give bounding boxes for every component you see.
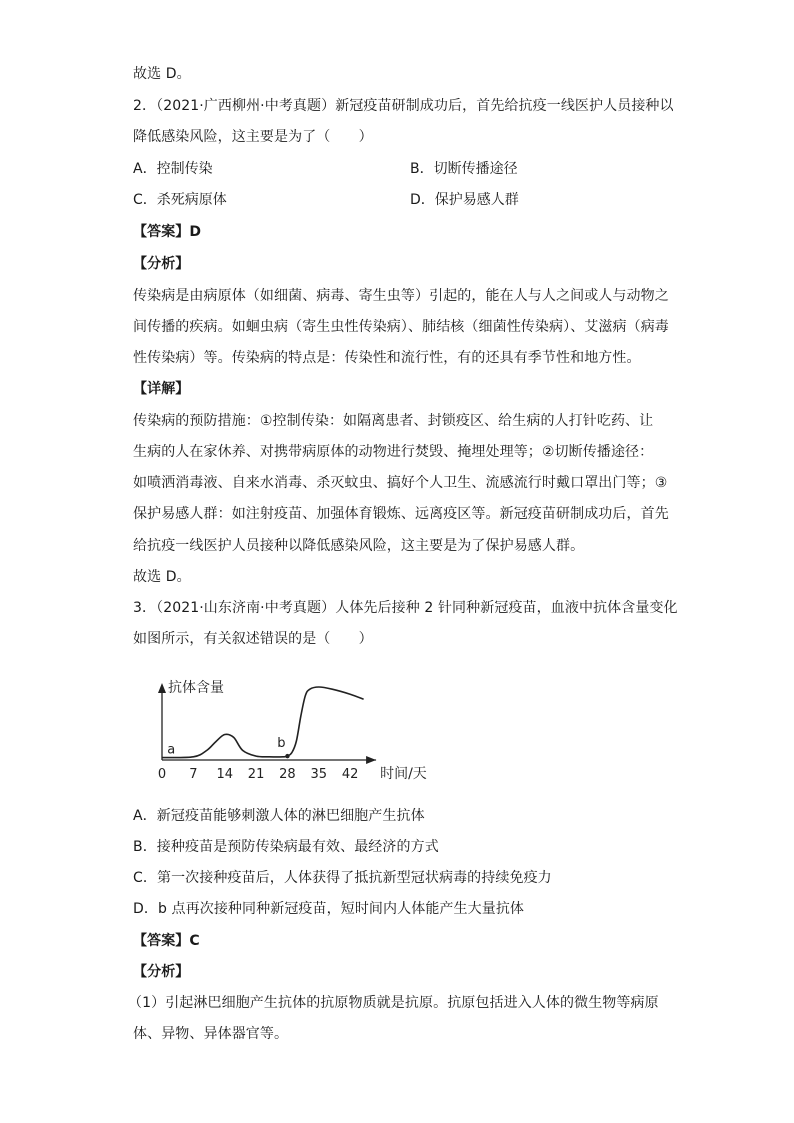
q2-analysis-line: 性传染病）等。传染病的特点是：传染性和流行性，有的还具有季节性和地方性。: [133, 350, 641, 366]
q2-analysis-tag: 【分析】: [133, 256, 190, 272]
q2-detail-line: 给抗疫一线医护人员接种以降低感染风险，这主要是为了保护易感人群。: [133, 538, 585, 554]
q2-analysis-line: 间传播的疾病。如蛔虫病（寄生虫性传染病）、肺结核（细菌性传染病）、艾滋病（病毒: [133, 319, 669, 335]
q3-answer: [133, 931, 200, 951]
q2-conclusion: 故选 D。: [133, 569, 191, 585]
q3-option-a: A．新冠疫苗能够刺激人体的淋巴细胞产生抗体: [133, 808, 425, 824]
point-a-label: a: [167, 742, 176, 758]
y-axis-arrow: [158, 683, 166, 693]
q2-detail-line: 如喷洒消毒液、自来水消毒、杀灭蚊虫、搞好个人卫生、流感流行时戴口罩出门等；③: [133, 475, 668, 491]
q2-detail-tag: 【详解】: [133, 381, 190, 397]
x-tick-label: 7: [189, 767, 198, 782]
q3-analysis-tag: 【分析】: [133, 964, 190, 980]
x-tick-label: 42: [341, 767, 359, 782]
x-tick-label: 28: [279, 767, 296, 782]
q3-option-d: D．b 点再次接种同种新冠疫苗，短时间内人体能产生大量抗体: [133, 901, 525, 917]
x-tick-label: 21: [247, 767, 265, 782]
q2-option-c: C．杀死病原体: [133, 192, 227, 208]
q3-analysis-line: （1）引起淋巴细胞产生抗体的抗原物质就是抗原。抗原包括进入人体的微生物等病原: [128, 995, 659, 1011]
q3-stem-line1: 3．（2021·山东济南·中考真题）人体先后接种 2 针同种新冠疫苗，血液中抗体含量变化: [133, 600, 678, 616]
q2-option-a: A．控制传染: [133, 161, 213, 177]
x-tick-label: 35: [310, 767, 328, 782]
x-axis-label: 时间/天: [380, 766, 427, 782]
q3-stem-line2: 如图所示，有关叙述错误的是（ ）: [133, 631, 373, 647]
y-axis-label: 抗体含量: [168, 680, 224, 696]
point-b-label: b: [277, 736, 286, 752]
x-axis-arrow: [366, 756, 376, 764]
q2-option-d: D．保护易感人群: [410, 192, 519, 208]
q3-analysis-line: 体、异物、异体器官等。: [133, 1026, 289, 1042]
x-tick-label: 0: [157, 767, 167, 782]
answer-value: C: [189, 933, 200, 949]
antibody-curve: [162, 687, 364, 758]
answer-tag: 【答案】: [133, 224, 190, 240]
x-tick-label: 14: [216, 767, 233, 782]
q1-conclusion: 故选 D。: [133, 66, 191, 82]
q2-detail-line: 保护易感人群：如注射疫苗、加强体育锻炼、远离疫区等。新冠疫苗研制成功后，首先: [133, 506, 669, 522]
q2-option-b: B．切断传播途径: [410, 161, 518, 177]
answer-value: D: [189, 224, 202, 240]
point-b-marker: [285, 754, 289, 758]
q3-option-b: B．接种疫苗是预防传染病最有效、最经济的方式: [133, 839, 439, 855]
q2-detail-line: 生病的人在家休养、对携带病原体的动物进行焚毁、掩埋处理等；②切断传播途径：: [133, 444, 654, 460]
answer-tag: 【答案】: [133, 933, 190, 949]
q2-stem-line2: 降低感染风险，这主要是为了（ ）: [133, 129, 373, 145]
q2-stem-line1: 2．（2021·广西柳州·中考真题）新冠疫苗研制成功后，首先给抗疫一线医护人员接种以: [133, 98, 674, 114]
q2-detail-line: 传染病的预防措施：①控制传染：如隔离患者、封锁疫区、给生病的人打针吃药、让: [133, 413, 654, 429]
q2-analysis-line: 传染病是由病原体（如细菌、病毒、寄生虫等）引起的，能在人与人之间或人与动物之: [133, 288, 669, 304]
q3-option-c: C．第一次接种疫苗后，人体获得了抵抗新型冠状病毒的持续免疫力: [133, 870, 552, 886]
